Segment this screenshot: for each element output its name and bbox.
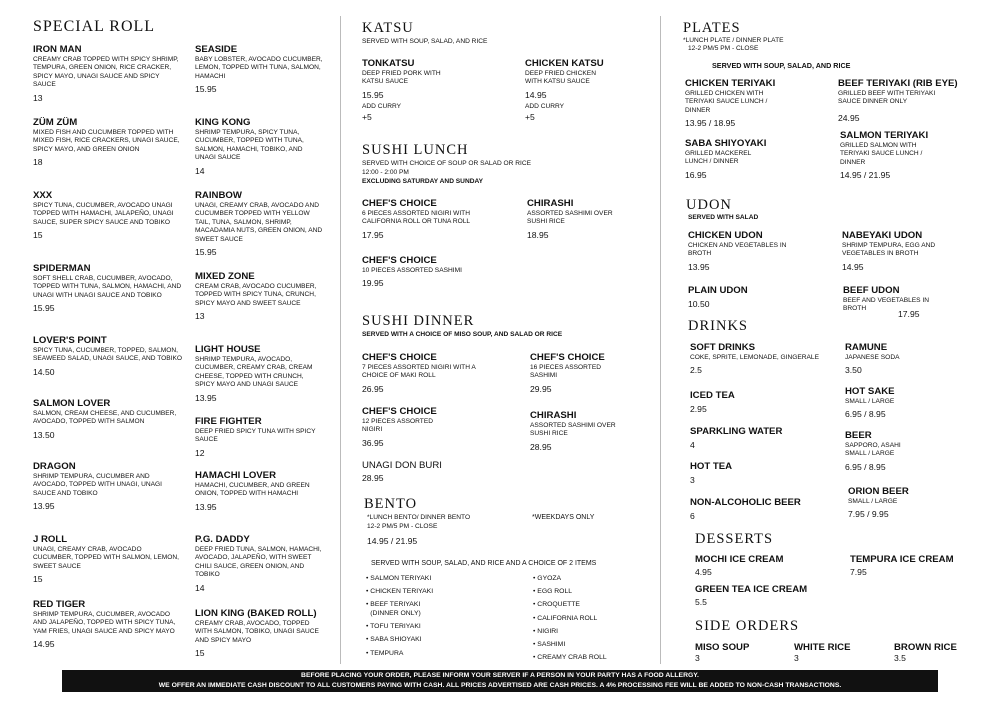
- item-price: 13: [195, 311, 205, 322]
- item-price: 3.5: [894, 653, 906, 663]
- item-desc: ASSORTED SASHIMI OVER SUSHI RICE: [530, 422, 616, 438]
- side-orders-title: SIDE ORDERS: [695, 618, 800, 634]
- item-desc: BEEF AND VEGETABLES IN BROTH: [843, 297, 929, 313]
- item-price: 6: [690, 511, 695, 521]
- item-name: ORION BEER: [848, 486, 909, 497]
- item-name: BEER: [845, 430, 872, 441]
- menu-item: [690, 461, 800, 486]
- add-curry-label: ADD CURRY: [362, 102, 402, 110]
- plates-served: SERVED WITH SOUP, SALAD, AND RICE: [712, 61, 851, 70]
- desserts-title: DESSERTS: [695, 531, 774, 547]
- item-price: 15.95: [362, 89, 384, 100]
- udon-title: UDON: [686, 197, 732, 213]
- menu-item: [195, 44, 325, 95]
- item-desc: 16 PIECES ASSORTED SASHIMI: [530, 364, 601, 380]
- item-name: MOCHI ICE CREAM: [695, 554, 784, 565]
- item-desc: MIXED FISH AND CUCUMBER TOPPED WITH MIXED FISH, RICE CRACKERS, UNAGI SAUCE, SPICY MAYO, AND GREEN ONION: [33, 129, 180, 153]
- item-price: 14.95: [33, 639, 55, 650]
- menu-item: [845, 430, 955, 473]
- bento-price: 14.95 / 21.95: [367, 536, 418, 546]
- item-name: RAMUNE: [845, 342, 888, 353]
- item-name: LOVER'S POINT: [33, 335, 107, 346]
- item-desc: SPICY TUNA, CUCUMBER, AVOCADO UNAGI TOPPED WITH HAMACHI, JALAPEÑO, UNAGI SAUCE, SUPER SPICY SAUCE AND TOBIKO: [33, 202, 174, 226]
- menu-item: [838, 78, 968, 124]
- item-price: 12: [195, 447, 205, 458]
- menu-item: [195, 117, 325, 177]
- menu-item: [33, 117, 183, 168]
- item-desc: DEEP FRIED CHICKEN WITH KATSU SAUCE: [525, 70, 596, 86]
- item-desc: SHRIMP TEMPURA, SPICY TUNA, CUCUMBER, TOPPED WITH TUNA, SALMON, HAMACHI, TOBIKO, AND UNAGI SAUCE: [195, 129, 304, 162]
- bento-title: BENTO: [364, 496, 418, 512]
- item-price: 29.95: [530, 383, 552, 394]
- menu-item: [195, 534, 325, 594]
- item-price: 14: [195, 165, 205, 176]
- drinks-title: DRINKS: [688, 318, 748, 334]
- item-desc: 6 PIECES ASSORTED NIGIRI WITH CALIFORNIA ROLL OR TUNA ROLL: [362, 210, 471, 226]
- bento-options-right: [533, 572, 607, 664]
- item-name: SALMON TERIYAKI: [840, 130, 929, 141]
- item-desc: 12 PIECES ASSORTED NIGIRI: [362, 418, 433, 434]
- item-name: GREEN TEA ICE CREAM: [695, 584, 808, 595]
- menu-item: [848, 486, 958, 520]
- item-desc: CREAMY CRAB TOPPED WITH SPICY SHRIMP, TEMPURA, GREEN ONION, RICE CRACKER, SPICY MAYO, UNAGI SAUCE AND SPICY SAUCE: [33, 56, 179, 89]
- item-desc: DEEP FRIED PORK WITH KATSU SAUCE: [362, 70, 441, 86]
- item-price: 5.5: [695, 597, 707, 607]
- menu-item: [362, 58, 512, 123]
- item-name: CHIRASHI: [527, 198, 574, 209]
- item-desc: DEEP FRIED SPICY TUNA WITH SPICY SAUCE: [195, 428, 316, 444]
- menu-item: [527, 198, 622, 241]
- item-desc: SHRIMP TEMPURA, CUCUMBER, AVOCADO AND JALAPEÑO, TOPPED WITH SPICY TUNA, YAM FRIES, UNAGI SAUCE AND SPICY MAYO: [33, 611, 176, 635]
- menu-item: [530, 352, 625, 395]
- menu-item: [685, 78, 805, 129]
- item-price: 14.95 / 21.95: [840, 170, 891, 181]
- item-name: J ROLL: [33, 534, 68, 545]
- item-price: 18: [33, 157, 43, 168]
- item-price: 15: [33, 574, 43, 585]
- list-item: • CALIFORNIA ROLL: [533, 614, 598, 622]
- item-price: 3: [695, 653, 700, 663]
- item-desc: CREAMY CRAB, AVOCADO, TOPPED WITH SALMON, TOBIKO, UNAGI SAUCE AND SPICY MAYO: [195, 620, 319, 644]
- item-name: HOT SAKE: [845, 386, 895, 397]
- menu-item: [362, 460, 482, 484]
- item-desc: SALMON, CREAM CHEESE, AND CUCUMBER, AVOCADO, TOPPED WITH SALMON: [33, 410, 177, 426]
- list-item: • NIGIRI: [533, 627, 559, 635]
- menu-item: [525, 58, 645, 123]
- item-name: ZÜM ZÜM: [33, 117, 78, 128]
- item-desc: BABY LOBSTER, AVOCADO CUCUMBER, LEMON, TOPPED WITH TUNA, SALMON, HAMACHI: [195, 56, 323, 80]
- item-desc: JAPANESE SODA: [845, 354, 900, 361]
- menu-item: [794, 642, 884, 664]
- item-name: RED TIGER: [33, 599, 86, 610]
- allergy-notice: BEFORE PLACING YOUR ORDER, PLEASE INFORM YOUR SERVER IF A PERSON IN YOUR PARTY HAS A FOOD ALLERGY.: [301, 672, 699, 679]
- item-desc: UNAGI, CREAMY CRAB, AVOCADO AND CUCUMBER TOPPED WITH YELLOW TAIL, TUNA, SALMON, SHRIMP, MACADAMIA NUTS, GREEN ONION, AND SWEET SAUCE: [195, 202, 323, 243]
- list-item: • CROQUETTE: [533, 601, 580, 609]
- item-price: 3: [690, 475, 695, 485]
- item-price: 13.95 / 18.95: [685, 118, 736, 129]
- menu-item: [894, 642, 984, 664]
- item-price: 36.95: [362, 437, 384, 448]
- menu-item: [845, 342, 955, 376]
- item-price: 3.50: [845, 365, 862, 376]
- item-price: 13.95: [688, 261, 710, 272]
- add-curry-price: +5: [362, 112, 372, 123]
- item-price: 6.95 / 8.95: [845, 409, 886, 420]
- item-price: 13.95: [33, 501, 55, 512]
- sushi-lunch-sub3: EXCLUDING SATURDAY AND SUNDAY: [362, 178, 484, 185]
- item-name: NABEYAKI UDON: [842, 230, 923, 241]
- list-item: • SABA SHIOYAKI: [366, 636, 422, 644]
- bento-sub2: 12-2 PM/5 PM - CLOSE: [367, 523, 438, 530]
- item-price: 26.95: [362, 383, 384, 394]
- menu-item: [695, 554, 835, 578]
- item-desc: SMALL / LARGE: [848, 498, 898, 505]
- item-desc: GRILLED SALMON WITH TERIYAKI SAUCE LUNCH / DINNER: [840, 142, 923, 166]
- item-name: CHIRASHI: [530, 410, 577, 421]
- list-item: • SALMON TERIYAKI: [366, 575, 432, 582]
- menu-item: [195, 344, 325, 404]
- item-price: 17.95: [898, 309, 920, 319]
- item-name: LIGHT HOUSE: [195, 344, 261, 355]
- bento-served: SERVED WITH SOUP, SALAD, AND RICE AND A CHOICE OF 2 ITEMS: [371, 560, 597, 567]
- item-price: 10.50: [688, 299, 710, 309]
- menu-item: [690, 426, 810, 451]
- item-name: ICED TEA: [690, 390, 735, 401]
- item-name: CHICKEN UDON: [688, 230, 763, 241]
- list-item: • BEEF TERIYAKI (DINNER ONLY): [366, 601, 421, 617]
- menu-item: [688, 230, 798, 273]
- item-name: SPIDERMAN: [33, 263, 91, 274]
- item-price: 17.95: [362, 229, 384, 240]
- item-name: MISO SOUP: [695, 642, 750, 653]
- item-name: NON-ALCOHOLIC BEER: [690, 497, 801, 508]
- menu-item: [33, 599, 183, 650]
- item-desc: SHRIMP TEMPURA, EGG AND VEGETABLES IN BROTH: [842, 242, 936, 258]
- item-price: 6.95 / 8.95: [845, 461, 886, 472]
- item-price: 15.95: [195, 84, 217, 95]
- item-price: 13.95: [195, 392, 217, 403]
- item-price: 4: [690, 440, 695, 450]
- item-name: CHEF'S CHOICE: [530, 352, 605, 363]
- menu-item: [33, 263, 183, 314]
- item-desc: SHRIMP TEMPURA, AVOCADO, CUCUMBER, CREAMY CRAB, CREAM CHEESE, TOPPED WITH CRUNCH, SPICY MAYO AND UNAGI SAUCE: [195, 356, 313, 389]
- special-roll-title: SPECIAL ROLL: [33, 18, 156, 35]
- menu-item: [845, 386, 955, 420]
- item-name: TEMPURA ICE CREAM: [850, 554, 954, 565]
- plates-title: PLATES: [683, 20, 741, 36]
- item-price: 2.5: [690, 365, 702, 376]
- item-price: 16.95: [685, 169, 707, 180]
- menu-item: [33, 534, 183, 585]
- item-name: LION KING (BAKED ROLL): [195, 608, 317, 619]
- item-price: 28.95: [530, 441, 552, 452]
- item-desc: SAPPORO, ASAHI SMALL / LARGE: [845, 442, 901, 458]
- item-price: 7.95: [850, 567, 867, 577]
- menu-item: [695, 642, 785, 664]
- menu-item: [530, 410, 630, 453]
- menu-item: [195, 416, 325, 459]
- item-name: BEEF TERIYAKI (RIB EYE): [838, 78, 958, 89]
- item-price: 14.95: [842, 261, 864, 272]
- item-name: CHEF'S CHOICE: [362, 406, 437, 417]
- list-item: • EGG ROLL: [533, 588, 573, 596]
- item-name: HAMACHI LOVER: [195, 470, 277, 481]
- plates-sub1: *LUNCH PLATE / DINNER PLATE: [683, 37, 784, 44]
- item-name: DRAGON: [33, 461, 76, 472]
- menu-item: [685, 138, 805, 181]
- item-name: WHITE RICE: [794, 642, 851, 653]
- column-divider: [660, 16, 661, 664]
- item-name: SOFT DRINKS: [690, 342, 756, 353]
- udon-subtitle: SERVED WITH SALAD: [688, 214, 759, 221]
- item-desc: 7 PIECES ASSORTED NIGIRI WITH A CHOICE OF MAKI ROLL: [362, 364, 476, 380]
- bento-sub1: *LUNCH BENTO/ DINNER BENTO: [367, 514, 471, 521]
- list-item: • TEMPURA: [366, 649, 404, 657]
- item-price: 4.95: [695, 567, 712, 577]
- column-divider: [340, 16, 341, 664]
- item-name: CHEF'S CHOICE: [362, 198, 437, 209]
- item-desc: DEEP FRIED TUNA, SALMON, HAMACHI, AVOCADO, JALAPEÑO, WITH SWEET CHILI SAUCE, GREEN ONION, AND TOBIKO: [195, 546, 322, 579]
- item-desc: GRILLED BEEF WITH TERIYAKI SAUCE DINNER ONLY: [838, 90, 936, 106]
- sushi-dinner-title: SUSHI DINNER: [362, 313, 475, 329]
- menu-item: [842, 230, 952, 273]
- menu-item: [195, 190, 325, 258]
- item-desc: SHRIMP TEMPURA, CUCUMBER AND AVOCADO, TOPPED WITH UNAGI, UNAGI SAUCE AND TOBIKO: [33, 473, 162, 497]
- menu-item: [850, 554, 980, 578]
- item-name: CHICKEN KATSU: [525, 58, 604, 69]
- item-desc: ASSORTED SASHIMI OVER SUSHI RICE: [527, 210, 613, 226]
- add-curry-label: ADD CURRY: [525, 102, 565, 110]
- list-item: • CHICKEN TERIYAKI: [366, 588, 434, 596]
- sushi-lunch-sub1: SERVED WITH CHOICE OF SOUP OR SALAD OR RICE: [362, 160, 532, 167]
- item-name: BROWN RICE: [894, 642, 957, 653]
- item-price: 15: [33, 230, 43, 241]
- sushi-dinner-subtitle: SERVED WITH A CHOICE OF MISO SOUP, AND SALAD OR RICE: [362, 331, 563, 338]
- item-name: UNAGI DON BURI: [362, 460, 442, 471]
- item-price: 15: [195, 648, 205, 659]
- menu-item: [195, 470, 325, 513]
- item-name: CHEF'S CHOICE: [362, 255, 437, 266]
- footer-notice: [62, 670, 938, 692]
- sushi-lunch-sub2: 12:00 - 2:00 PM: [362, 169, 409, 176]
- item-desc: 10 PIECES ASSORTED SASHIMI: [362, 267, 462, 274]
- item-price: 3: [794, 653, 799, 663]
- item-name: SABA SHIYOYAKI: [685, 138, 767, 149]
- item-desc: CHICKEN AND VEGETABLES IN BROTH: [688, 242, 787, 258]
- item-desc: UNAGI, CREAMY CRAB, AVOCADO CUCUMBER, TOPPED WITH SALMON, LEMON, SWEET SAUCE: [33, 546, 179, 570]
- plates-sub2: 12-2 PM/5 PM - CLOSE: [688, 45, 759, 52]
- item-price: 15.95: [33, 303, 55, 314]
- item-desc: GRILLED CHICKEN WITH TERIYAKI SAUCE LUNCH / DINNER: [685, 90, 768, 114]
- item-name: MIXED ZONE: [195, 271, 255, 282]
- item-price: 24.95: [838, 112, 860, 123]
- item-desc: GRILLED MACKEREL LUNCH / DINNER: [685, 150, 752, 166]
- item-name: SALMON LOVER: [33, 398, 111, 409]
- menu-item: [33, 190, 183, 241]
- item-price: 13.95: [195, 501, 217, 512]
- bento-weekdays-note: *WEEKDAYS ONLY: [532, 514, 595, 521]
- item-name: CHEF'S CHOICE: [362, 352, 437, 363]
- menu-item: [33, 335, 183, 378]
- menu-item: [362, 352, 487, 395]
- menu-item: [690, 390, 800, 415]
- menu-item: [195, 608, 325, 659]
- item-price: 18.95: [527, 229, 549, 240]
- item-price: 13: [33, 92, 43, 103]
- item-desc: COKE, SPRITE, LEMONADE, GINGERALE: [690, 354, 819, 361]
- item-price: 7.95 / 9.95: [848, 509, 889, 520]
- item-name: HOT TEA: [690, 461, 733, 472]
- menu-item: [840, 130, 960, 181]
- item-name: KING KONG: [195, 117, 251, 128]
- item-price: 13.50: [33, 429, 55, 440]
- menu-item: [695, 584, 845, 608]
- menu-item: [33, 44, 183, 104]
- item-desc: SOFT SHELL CRAB, CUCUMBER, AVOCADO, TOPPED WITH TUNA, SALMON, HAMACHI, AND UNAGI WITH UNAGI SAUCE AND TOBIKO: [33, 275, 182, 299]
- item-price: 28.95: [362, 473, 384, 483]
- menu-item: [362, 255, 462, 289]
- item-price: 14: [195, 582, 205, 593]
- item-name: SPARKLING WATER: [690, 426, 783, 437]
- item-name: IRON MAN: [33, 44, 82, 55]
- menu-item: [362, 198, 487, 241]
- item-desc: SPICY TUNA, CUCUMBER, TOPPED, SALMON, SEAWEED SALAD, UNAGI SAUCE, AND TOBIKO: [33, 347, 183, 363]
- item-desc: SMALL / LARGE: [845, 398, 895, 405]
- list-item: • GYOZA: [533, 575, 562, 582]
- item-name: XXX: [33, 190, 53, 201]
- list-item: • TOFU TERIYAKI: [366, 623, 421, 631]
- item-price: 14.50: [33, 366, 55, 377]
- item-price: 14.95: [525, 89, 547, 100]
- add-curry-price: +5: [525, 112, 535, 123]
- item-price: 2.95: [690, 404, 707, 414]
- item-name: SEASIDE: [195, 44, 238, 55]
- menu-item: [33, 461, 183, 512]
- item-name: TONKATSU: [362, 58, 415, 69]
- menu-item: [690, 497, 830, 522]
- menu-item: [688, 285, 788, 310]
- item-desc: HAMACHI, CUCUMBER, AND GREEN ONION, TOPPED WITH HAMACHI: [195, 482, 310, 498]
- item-name: CHICKEN TERIYAKI: [685, 78, 776, 89]
- item-desc: CREAM CRAB, AVOCADO CUCUMBER, TOPPED WITH SPICY TUNA, CRUNCH, SPICY MAYO AND SWEET SAUCE: [195, 283, 317, 307]
- item-name: P.G. DADDY: [195, 534, 250, 545]
- katsu-subtitle: SERVED WITH SOUP, SALAD, AND RICE: [362, 38, 488, 45]
- katsu-title: KATSU: [362, 20, 414, 36]
- menu-item: [33, 398, 183, 441]
- item-name: FIRE FIGHTER: [195, 416, 262, 427]
- sushi-lunch-title: SUSHI LUNCH: [362, 142, 469, 158]
- list-item: • SASHIMI: [533, 641, 566, 649]
- item-price: 19.95: [362, 278, 384, 289]
- item-price: 15.95: [195, 247, 217, 258]
- item-name: RAINBOW: [195, 190, 242, 201]
- bento-options-left: [366, 572, 440, 660]
- menu-item: [362, 406, 452, 449]
- list-item: • CREAMY CRAB ROLL: [533, 654, 607, 662]
- item-name: PLAIN UDON: [688, 285, 748, 296]
- item-name: BEEF UDON: [843, 285, 900, 296]
- cash-discount-notice: WE OFFER AN IMMEDIATE CASH DISCOUNT TO ALL CUSTOMERS PAYING WITH CASH. ALL PRICES ADVERTISED ARE CASH PRICES. A 4% PROCESSING FEE WILL BE ADDED TO NON-CASH TRANSACTIONS.: [158, 682, 842, 689]
- menu-item: [195, 271, 325, 322]
- menu-item: [690, 342, 830, 376]
